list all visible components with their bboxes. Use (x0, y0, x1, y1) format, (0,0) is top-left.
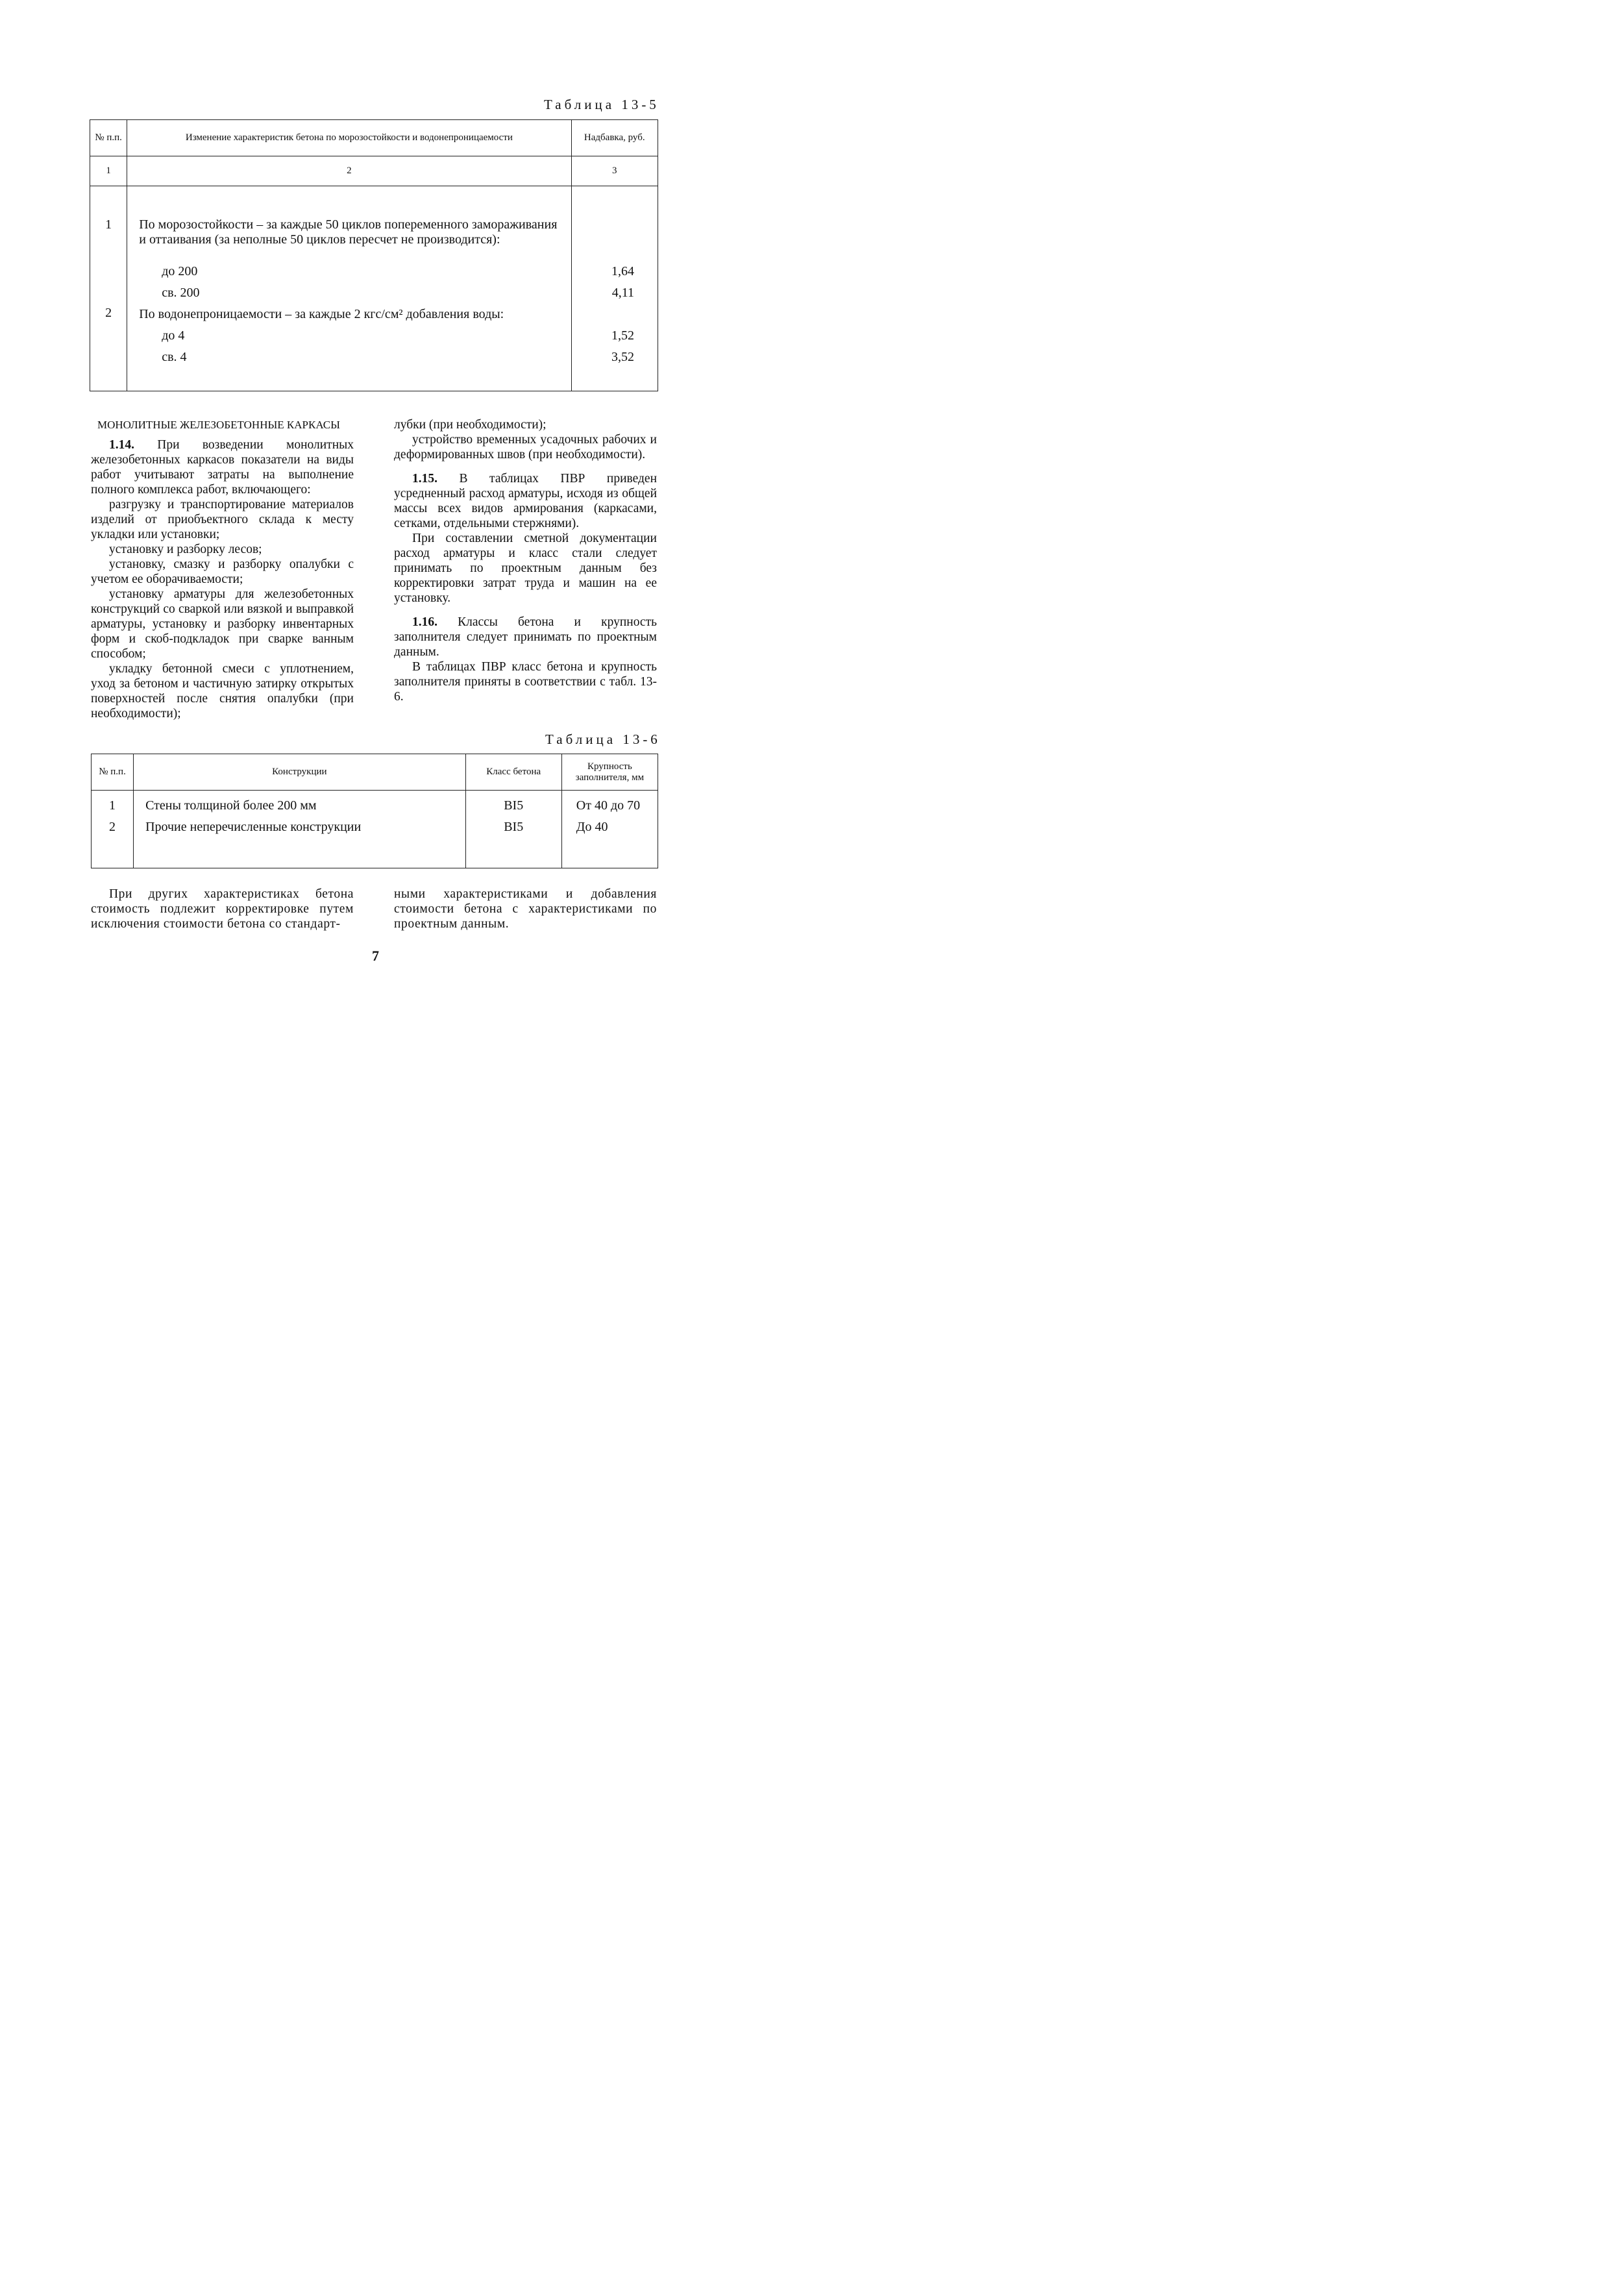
table-13-5-caption: Таблица 13-5 (544, 97, 659, 112)
col-number-1: 1 (90, 156, 127, 186)
left-column (91, 417, 354, 721)
item-end: лубки (при необходимости); (394, 418, 547, 432)
item-scaffold: установку и разборку лесов; (109, 543, 262, 556)
row-text-1: Стены толщиной более 200 мм (145, 798, 317, 813)
value-1b: 4,11 (611, 286, 634, 300)
para-1-15b: При составлении сметной документации расход арматуры и класс стали следует принимать по проектным данным без корректировки затрат труда и машин на ее установку. (394, 532, 657, 605)
row-text-2a: до 4 (162, 328, 185, 343)
item-rebar: установку арматуры для железобетонных конструкций со сваркой или вязкой и выправкой арматуры, установку и разборку инвентарных форм и скоб-подкладок при сварке ванным способом; (91, 587, 354, 661)
para-1-15-number: 1.15. (412, 472, 437, 485)
col-number-2: 2 (127, 156, 571, 186)
header-change: Изменение характеристик бетона по морозостойкости и водонепроницаемости (127, 120, 571, 156)
table-13-5 (90, 119, 658, 391)
row-size-1: От 40 до 70 (576, 798, 641, 813)
row-text-2: Прочие неперечисленные конструкции (145, 820, 362, 834)
table-13-6 (91, 754, 658, 868)
item-concrete: укладку бетонной смеси с уплотнением, уход за бетоном и частичную затирку открытых поверхностей после снятия опалубки (при необходимости); (91, 662, 354, 720)
para-1-16-number: 1.16. (412, 615, 437, 629)
value-2b: 3,52 (611, 350, 634, 364)
row-text-2b: св. 4 (162, 350, 187, 364)
header-constructions: Конструкции (134, 754, 466, 791)
table-13-6-caption: Таблица 13-6 (545, 731, 661, 747)
header-aggregate: Крупность заполнителя, мм (561, 754, 658, 791)
row-num-1: 1 (109, 798, 116, 813)
footer-right-text: ными характеристиками и добавления стоимости бетона с характеристиками по проектным данным. (394, 887, 657, 931)
footer-right (394, 887, 657, 931)
item-unload: разгрузку и транспортирование материалов изделий от приобъектного склада к месту укладки или установки; (91, 498, 354, 541)
row-text-2: По водонепроницаемости – за каждые 2 кгс/см² добавления воды: (139, 307, 504, 321)
col-number-3: 3 (571, 156, 658, 186)
value-1a: 1,64 (611, 264, 634, 278)
para-1-15-text: В таблицах ПВР приведен усредненный расход арматуры, исходя из общей массы всех видов армирования (каркасами, сетками, отдельными стержнями). (394, 472, 658, 530)
header-num: № п.п. (92, 754, 134, 791)
para-1-14-text: При возведении монолитных железобетонных каркасов показатели на виды работ учитывают затраты на выполнение полного комплекса работ, включающего: (91, 438, 354, 497)
row-num-1: 1 (105, 217, 112, 232)
row-size-2: До 40 (576, 820, 608, 834)
item-shrink-joints: устройство временных усадочных рабочих и деформированных швов (при необходимости). (394, 433, 657, 461)
para-1-14-number: 1.14. (109, 438, 134, 452)
row-text-1a: до 200 (162, 264, 198, 278)
value-2a: 1,52 (611, 328, 634, 343)
header-surcharge: Надбавка, руб. (571, 120, 658, 156)
para-1-16b: В таблицах ПВР класс бетона и крупность заполнителя приняты в соответствии с табл. 13-6. (394, 660, 657, 704)
row-class-2: BI5 (504, 820, 524, 834)
right-column (394, 417, 657, 704)
section-heading: МОНОЛИТНЫЕ ЖЕЛЕЗОБЕТОННЫЕ КАРКАСЫ (97, 419, 340, 431)
row-text-1b: св. 200 (162, 286, 200, 300)
page-number: 7 (372, 948, 379, 964)
row-num-2: 2 (109, 820, 116, 834)
row-num-2: 2 (105, 306, 112, 320)
row-class-1: BI5 (504, 798, 524, 813)
footer-left-text: При других характеристиках бетона стоимость подлежит корректировке путем исключения стоимости бетона со стандарт- (91, 887, 354, 931)
header-class: Класс бетона (465, 754, 561, 791)
header-num: № п.п. (90, 120, 127, 156)
item-formwork: установку, смазку и разборку опалубки с учетом ее оборачиваемости; (91, 558, 354, 586)
row-text-1: По морозостойкости – за каждые 50 циклов попеременного замораживания и оттаивания (за неполные 50 циклов пересчет не производится): (139, 217, 558, 247)
para-1-16-text: Классы бетона и крупность заполнителя следует принимать по проектным данным. (394, 615, 657, 659)
footer-left (91, 887, 354, 931)
